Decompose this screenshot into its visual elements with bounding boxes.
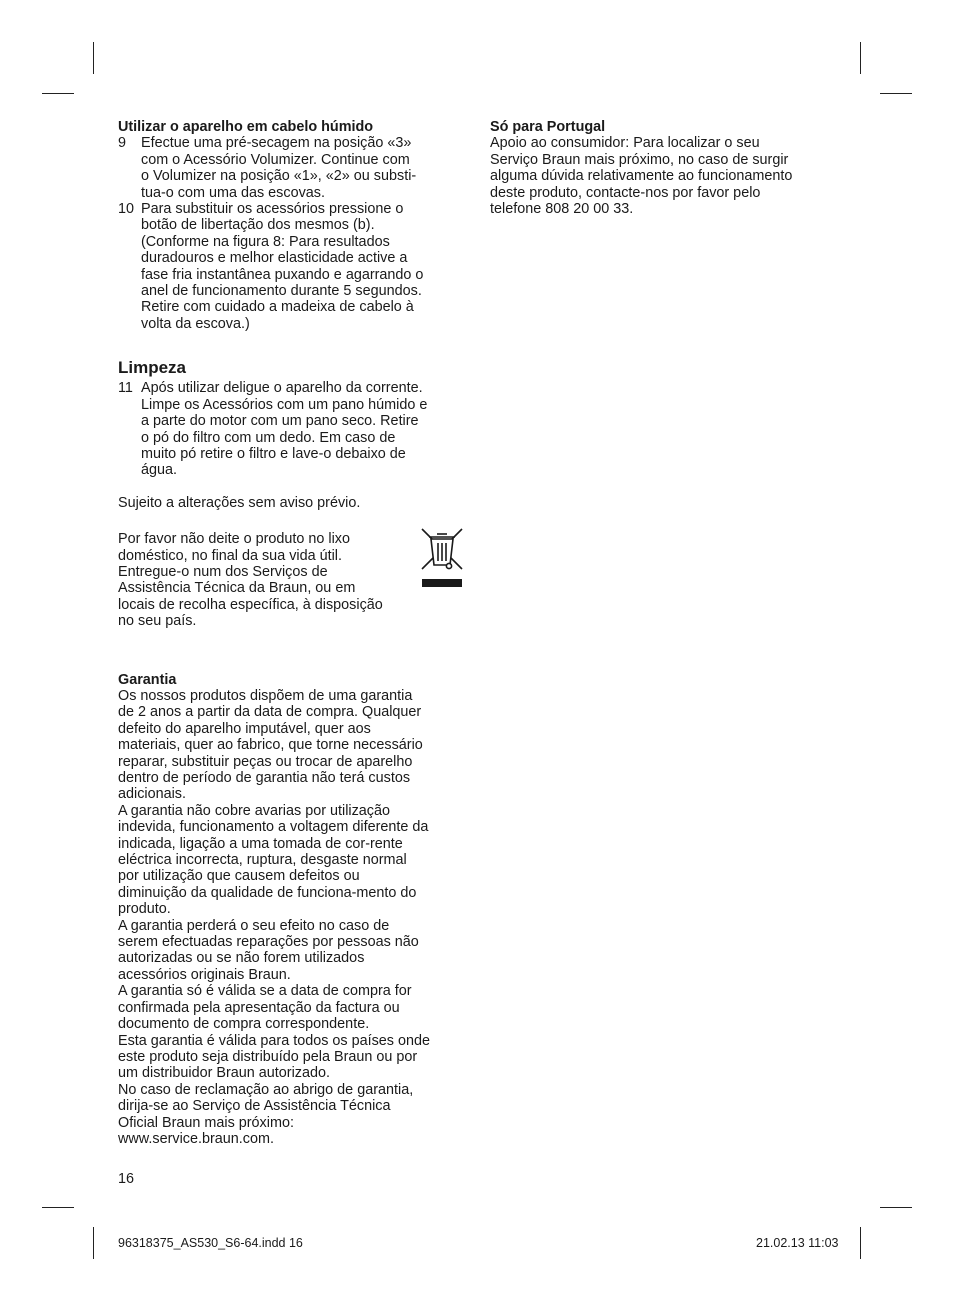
item-text [141,135,468,201]
text-line: documento de compra correspondente. [118,1016,370,1033]
crop-mark [93,42,94,74]
text-line: este produto seja distribuído pela Braun ou por [118,1048,418,1065]
text-line: locais de recolha específica, à disposição [118,596,383,613]
text-line: produto. [118,901,171,918]
portugal-heading: Só para Portugal [490,119,606,135]
footer-file-info: 96318375_AS530_S6-64.indd 16 [118,1236,303,1250]
text-line: a parte do motor com um pano seco. Retire [141,413,419,430]
crop-mark [880,1207,912,1208]
text-line: muito pó retire o filtro e lave-o debaixo de [141,445,406,462]
text-line: Após utilizar deligue o aparelho da corrente. [141,380,423,397]
right-column [490,119,840,217]
text-line: de 2 anos a partir da data de compra. Qualquer [118,704,422,721]
warranty-text [118,688,468,1147]
text-line: indevida, funcionamento a voltagem diferente da [118,819,429,836]
text-line: Retire com cuidado a madeixa de cabelo à [141,299,414,316]
text-line: doméstico, no final da sua vida útil. [118,547,342,564]
crop-mark [860,1227,861,1259]
text-line: defeito do aparelho imputável, quer aos [118,720,371,737]
text-line: telefone 808 20 00 33. [490,201,634,218]
text-line: fase fria instantânea puxando e agarrando o [141,266,424,283]
crop-mark [93,1227,94,1259]
text-line: A garantia só é válida se a data de compra for [118,983,412,1000]
text-line: autorizadas ou se não forem utilizados [118,950,365,967]
disposal-text [118,531,468,629]
text-line: água. [141,462,178,479]
wet-hair-heading: Utilizar o aparelho em cabelo húmido [118,119,374,135]
text-line: No caso de reclamação ao abrigo de garantia, [118,1081,414,1098]
crop-mark [860,42,861,74]
text-line: acessórios originais Braun. [118,966,291,983]
text-line: Serviço Braun mais próximo, no caso de surgir [490,151,789,168]
text-line: confirmada pela apresentação da factura ou [118,999,400,1016]
text-line: anel de funcionamento durante 5 segundos. [141,283,422,300]
item-number: 9 [118,135,127,152]
text-line: eléctrica incorrecta, ruptura, desgaste normal [118,852,407,869]
text-line: Por favor não deite o produto no lixo [118,531,350,548]
crop-mark [42,93,74,94]
item-text [141,380,468,478]
text-line: Esta garantia é válida para todos os países onde [118,1032,431,1049]
text-line: (Conforme na figura 8: Para resultados [141,233,390,250]
text-line: dentro de período de garantia não terá custos [118,770,411,786]
text-line: www.service.braun.com. [118,1130,274,1147]
instruction-item-10 [118,201,468,332]
text-line: alguma dúvida relativamente ao funcionamento [490,168,793,185]
item-text [141,201,468,332]
text-line: deste produto, contacte-nos por favor pelo [490,184,761,201]
text-line: volta da escova.) [141,315,250,332]
text-line: no seu país. [118,613,197,630]
crop-mark [42,1207,74,1208]
text-line: diminuição da qualidade de funciona-mento do [118,884,417,901]
text-line: indicada, ligação a uma tomada de cor-rente [118,835,403,852]
text-line: dirija-se ao Serviço de Assistência Técnica [118,1098,391,1115]
page-number: 16 [118,1171,135,1187]
warranty-heading: Garantia [118,671,177,688]
text-line: com o Acessório Volumizer. Continue com [141,151,410,168]
text-line: Os nossos produtos dispõem de uma garantia [118,687,413,704]
disposal-section [118,531,468,629]
text-line: Para substituir os acessórios pressione o [141,201,404,218]
left-column [118,119,468,1147]
notice-text: Sujeito a alterações sem aviso prévio. [118,494,361,511]
text-line: serem efectuadas reparações por pessoas não [118,934,419,951]
portugal-text [490,135,840,217]
instruction-item-11 [118,380,468,478]
instruction-item-9 [118,135,468,201]
text-line: o Volumizer na posição «1», «2» ou substi- [141,168,417,185]
text-line: Limpe os Acessórios com um pano húmido e [141,396,428,413]
cleaning-heading: Limpeza [118,358,187,378]
crossed-out-wheelie-bin-icon [420,527,464,591]
text-line: materiais, quer ao fabrico, que torne necessário [118,737,423,754]
text-line: A garantia perderá o seu efeito no caso de [118,917,390,934]
footer-datetime: 21.02.13 11:03 [756,1236,839,1250]
text-line: A garantia não cobre avarias por utilização [118,802,390,819]
text-line: adicionais. [118,786,186,803]
text-line: Entregue-o num dos Serviços de [118,563,328,580]
text-line: Assistência Técnica da Braun, ou em [118,580,356,597]
text-line: por utilização que causem defeitos ou [118,868,360,885]
text-line: duradouros e melhor elasticidade active a [141,250,408,267]
item-number: 10 [118,201,135,218]
text-line: Efectue uma pré-secagem na posição «3» [141,135,412,152]
text-line: botão de libertação dos mesmos (b). [141,217,375,234]
text-line: Oficial Braun mais próximo: [118,1114,294,1131]
text-line: reparar, substituir peças ou trocar de aparelho [118,753,413,770]
item-number: 11 [118,380,133,397]
text-line: tua-o com uma das escovas. [141,184,325,201]
text-line: Apoio ao consumidor: Para localizar o seu [490,135,760,152]
text-line: o pó do filtro com um dedo. Em caso de [141,429,396,446]
text-line: um distribuidor Braun autorizado. [118,1065,330,1082]
crop-mark [880,93,912,94]
